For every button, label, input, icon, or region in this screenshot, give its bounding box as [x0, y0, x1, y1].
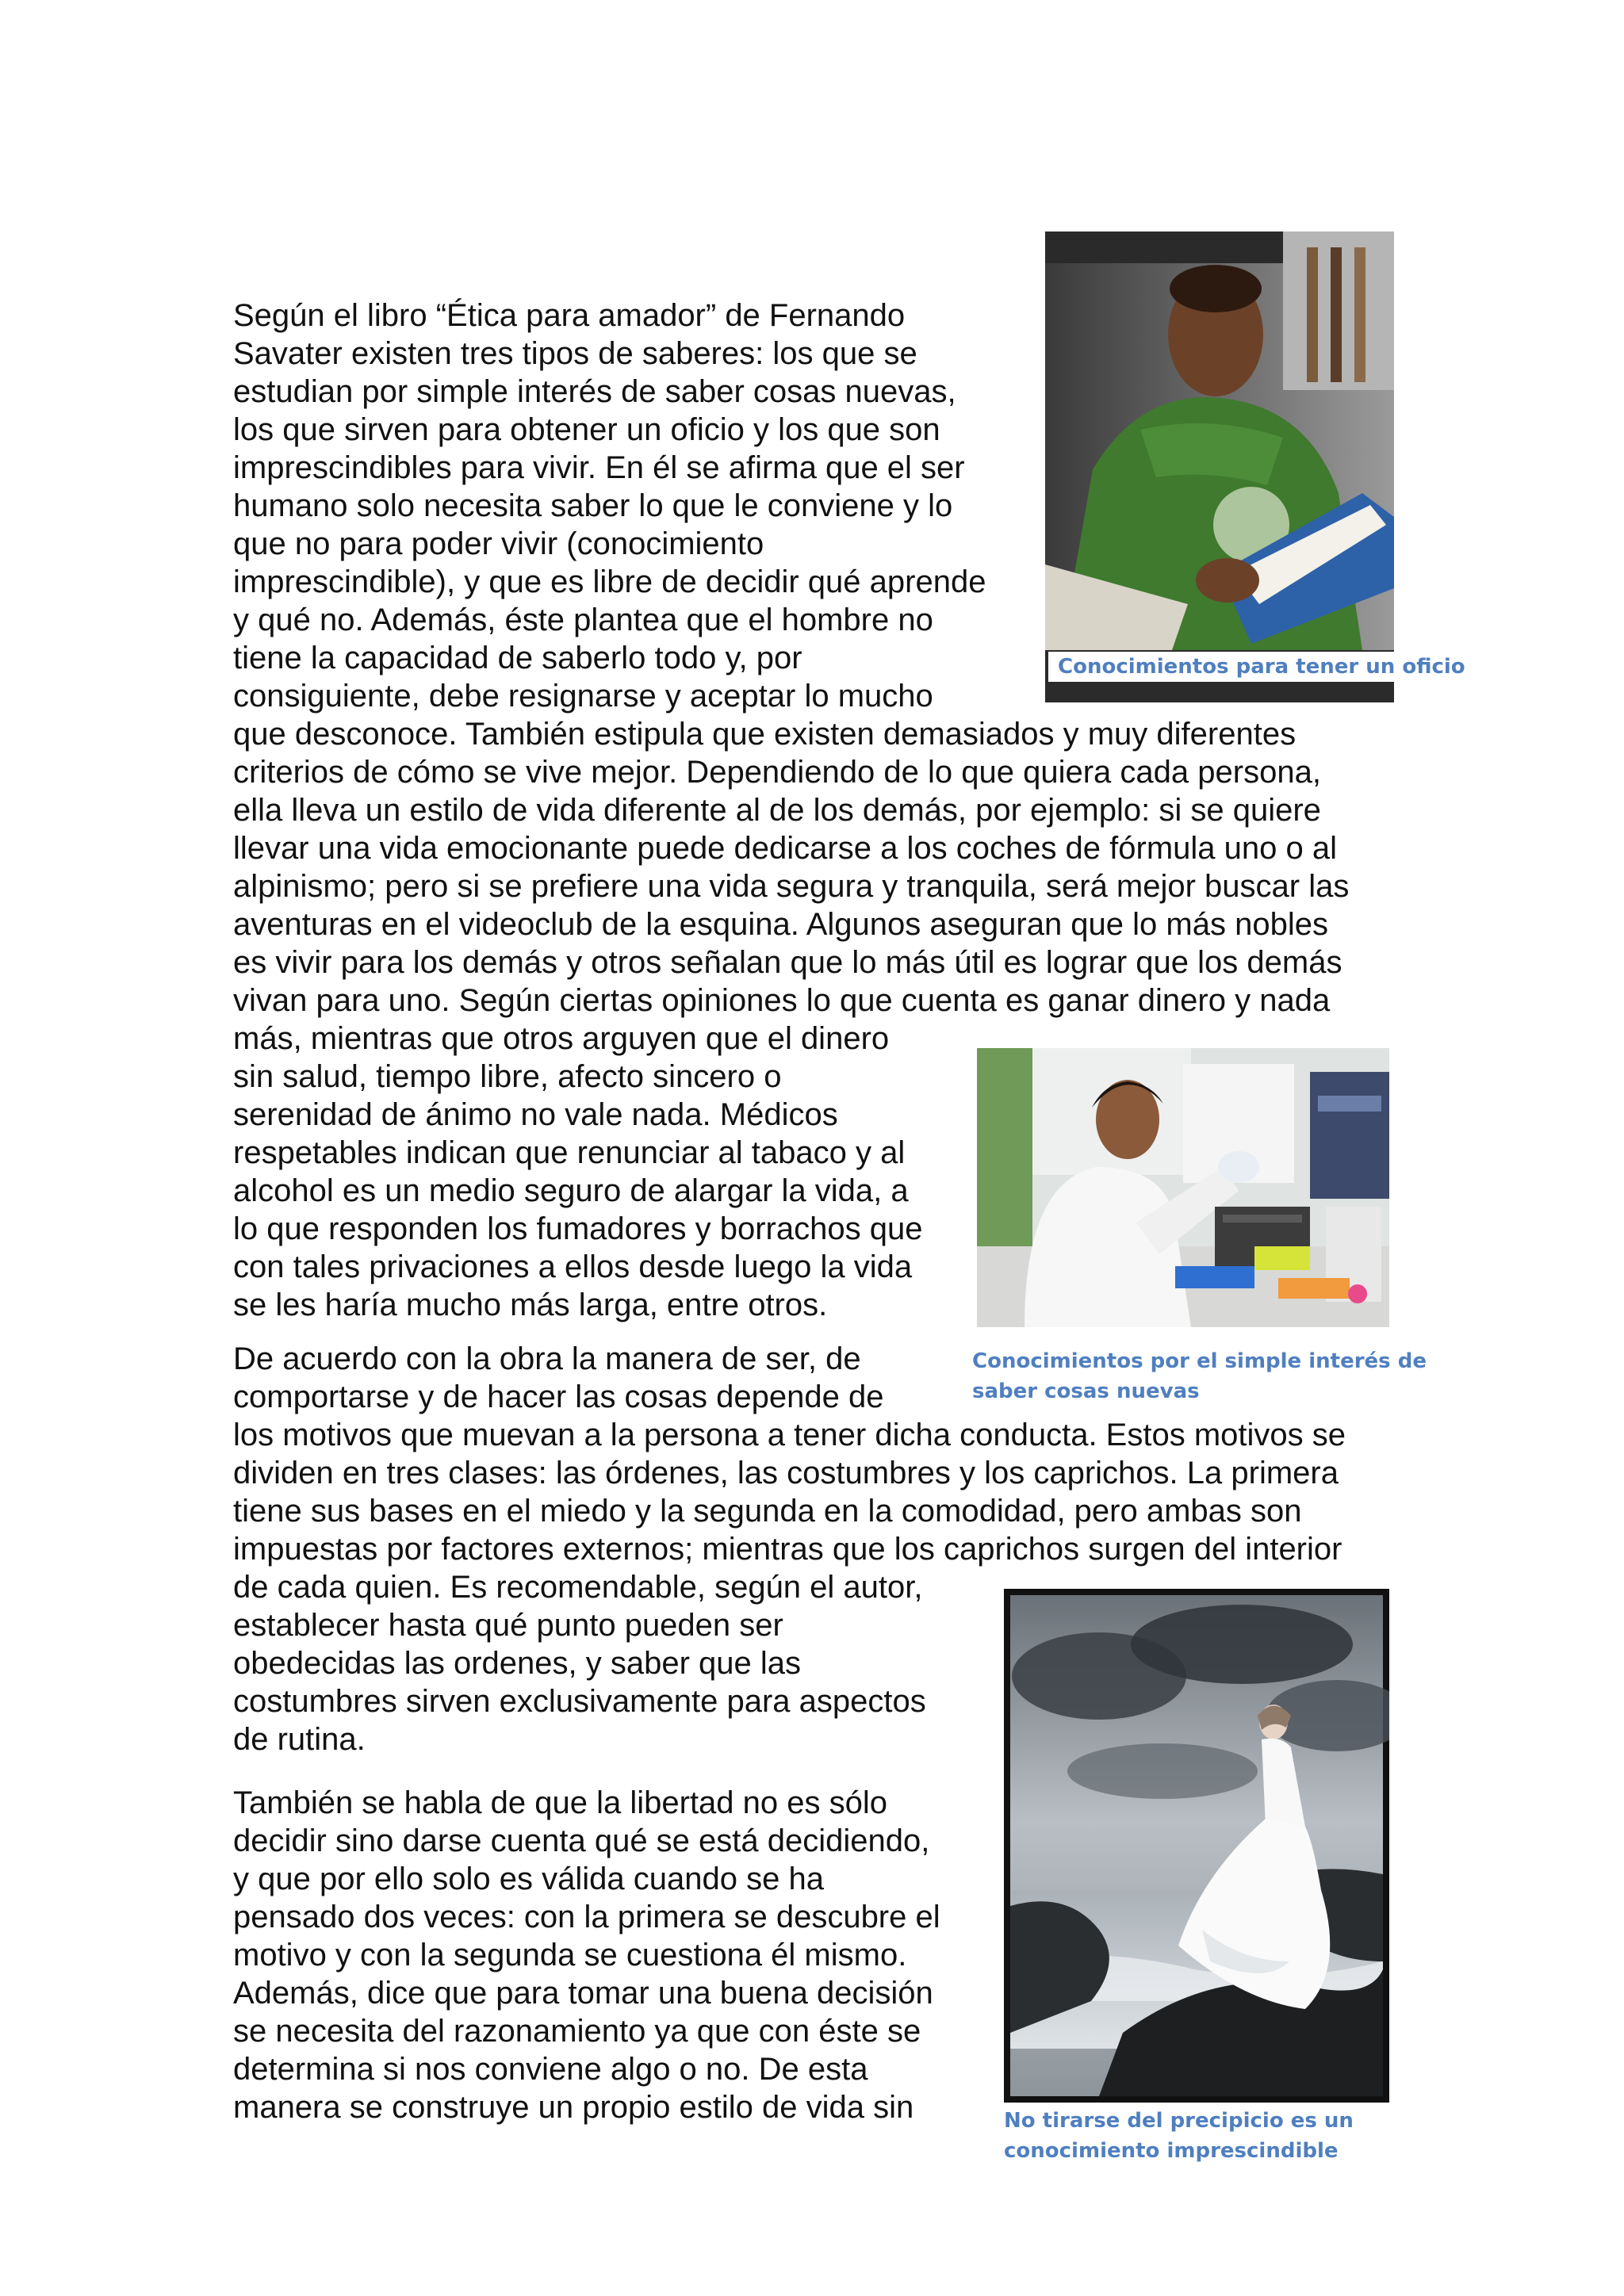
text-line: con tales privaciones a ellos desde luego la vida [233, 1249, 913, 1284]
text-line: que no para poder vivir (conocimiento [233, 526, 764, 561]
text-line: impuestas por factores externos; mientras que los caprichos surgen del interior [233, 1532, 1342, 1567]
text-line: estudian por simple interés de saber cosas nuevas, [233, 374, 956, 409]
text-line: pensado dos veces: con la primera se descubre el [233, 1900, 940, 1934]
text-line: También se habla de que la libertad no es sólo [233, 1785, 887, 1820]
text-line: llevar una vida emocionante puede dedicarse a los coches de fórmula uno o al [233, 831, 1337, 866]
woman-on-cliff-photo [1004, 1589, 1389, 2103]
text-line: que desconoce. También estipula que existen demasiados y muy diferentes [233, 717, 1297, 752]
text-line: Además, dice que para tomar una buena decisión [233, 1976, 933, 2011]
text-line: imprescindible), y que es libre de decidir qué aprende [233, 564, 986, 599]
text-line: respetables indican que renunciar al tabaco y al [233, 1135, 906, 1170]
text-line: los que sirven para obtener un oficio y los que son [233, 412, 940, 447]
text-line: costumbres sirven exclusivamente para aspectos [233, 1684, 926, 1719]
text-line: más, mientras que otros arguyen que el dinero [233, 1021, 890, 1056]
text-line: sin salud, tiempo libre, afecto sincero o [233, 1059, 782, 1094]
text-line: De acuerdo con la obra la manera de ser, de [233, 1341, 861, 1376]
student-reading-photo [1045, 232, 1394, 650]
text-line: de cada quien. Es recomendable, según el autor, [233, 1570, 923, 1605]
text-line: dividen en tres clases: las órdenes, las costumbres y los caprichos. La primera [233, 1456, 1339, 1490]
lab-scientist-photo [977, 1048, 1389, 1327]
text-line: se necesita del razonamiento ya que con éste se [233, 2014, 921, 2049]
text-line: y qué no. Además, éste plantea que el hombre no [233, 603, 933, 637]
text-line: criterios de cómo se vive mejor. Dependiendo de lo que quiera cada persona, [233, 755, 1321, 790]
text-line: se les haría mucho más larga, entre otros. [233, 1288, 828, 1322]
text-line: imprescindibles para vivir. En él se afirma que el ser [233, 450, 965, 485]
text-line: obedecidas las ordenes, y saber que las [233, 1646, 802, 1681]
text-line: alpinismo; pero si se prefiere una vida segura y tranquila, será mejor buscar las [233, 869, 1350, 904]
text-line: los motivos que muevan a la persona a tener dicha conducta. Estos motivos se [233, 1418, 1346, 1452]
figure-caption-1: Conocimientos para tener un oficio [1048, 652, 1470, 682]
text-line: establecer hasta qué punto pueden ser [233, 1608, 783, 1643]
text-line: aventuras en el videoclub de la esquina. Algunos aseguran que lo más nobles [233, 907, 1328, 942]
text-line: motivo y con la segunda se cuestiona él mismo. [233, 1938, 907, 1973]
text-line: serenidad de ánimo no vale nada. Médicos [233, 1097, 838, 1132]
text-line: alcohol es un medio seguro de alargar la vida, a [233, 1173, 909, 1208]
text-line: consiguiente, debe resignarse y aceptar lo mucho [233, 679, 933, 714]
text-line: humano solo necesita saber lo que le conviene y lo [233, 488, 953, 523]
text-line: y que por ello solo es válida cuando se ha [233, 1862, 824, 1896]
text-line: determina si nos conviene algo o no. De esta [233, 2052, 868, 2087]
text-line: comportarse y de hacer las cosas depende de [233, 1380, 884, 1414]
figure-caption-2: Conocimientos por el simple interés de saber cosas nuevas [972, 1349, 1427, 1403]
text-line: lo que responden los fumadores y borrachos que [233, 1211, 923, 1246]
text-line: Savater existen tres tipos de saberes: los que se [233, 336, 917, 371]
text-line: decidir sino darse cuenta qué se está decidiendo, [233, 1823, 930, 1858]
text-line: manera se construye un propio estilo de vida sin [233, 2090, 914, 2125]
text-line: tiene la capacidad de saberlo todo y, por [233, 641, 802, 675]
text-line: Según el libro “Ética para amador” de Fernando [233, 298, 906, 333]
text-line: vivan para uno. Según ciertas opiniones lo que cuenta es ganar dinero y nada [233, 983, 1331, 1018]
text-line: ella lleva un estilo de vida diferente al de los demás, por ejemplo: si se quiere [233, 793, 1321, 828]
figure-caption-3: No tirarse del precipicio es un conocimiento imprescindible [1004, 2109, 1354, 2163]
text-line: tiene sus bases en el miedo y la segunda en la comodidad, pero ambas son [233, 1494, 1302, 1529]
text-line: es vivir para los demás y otros señalan que lo más útil es lograr que los demás [233, 945, 1342, 980]
text-line: de rutina. [233, 1722, 366, 1757]
